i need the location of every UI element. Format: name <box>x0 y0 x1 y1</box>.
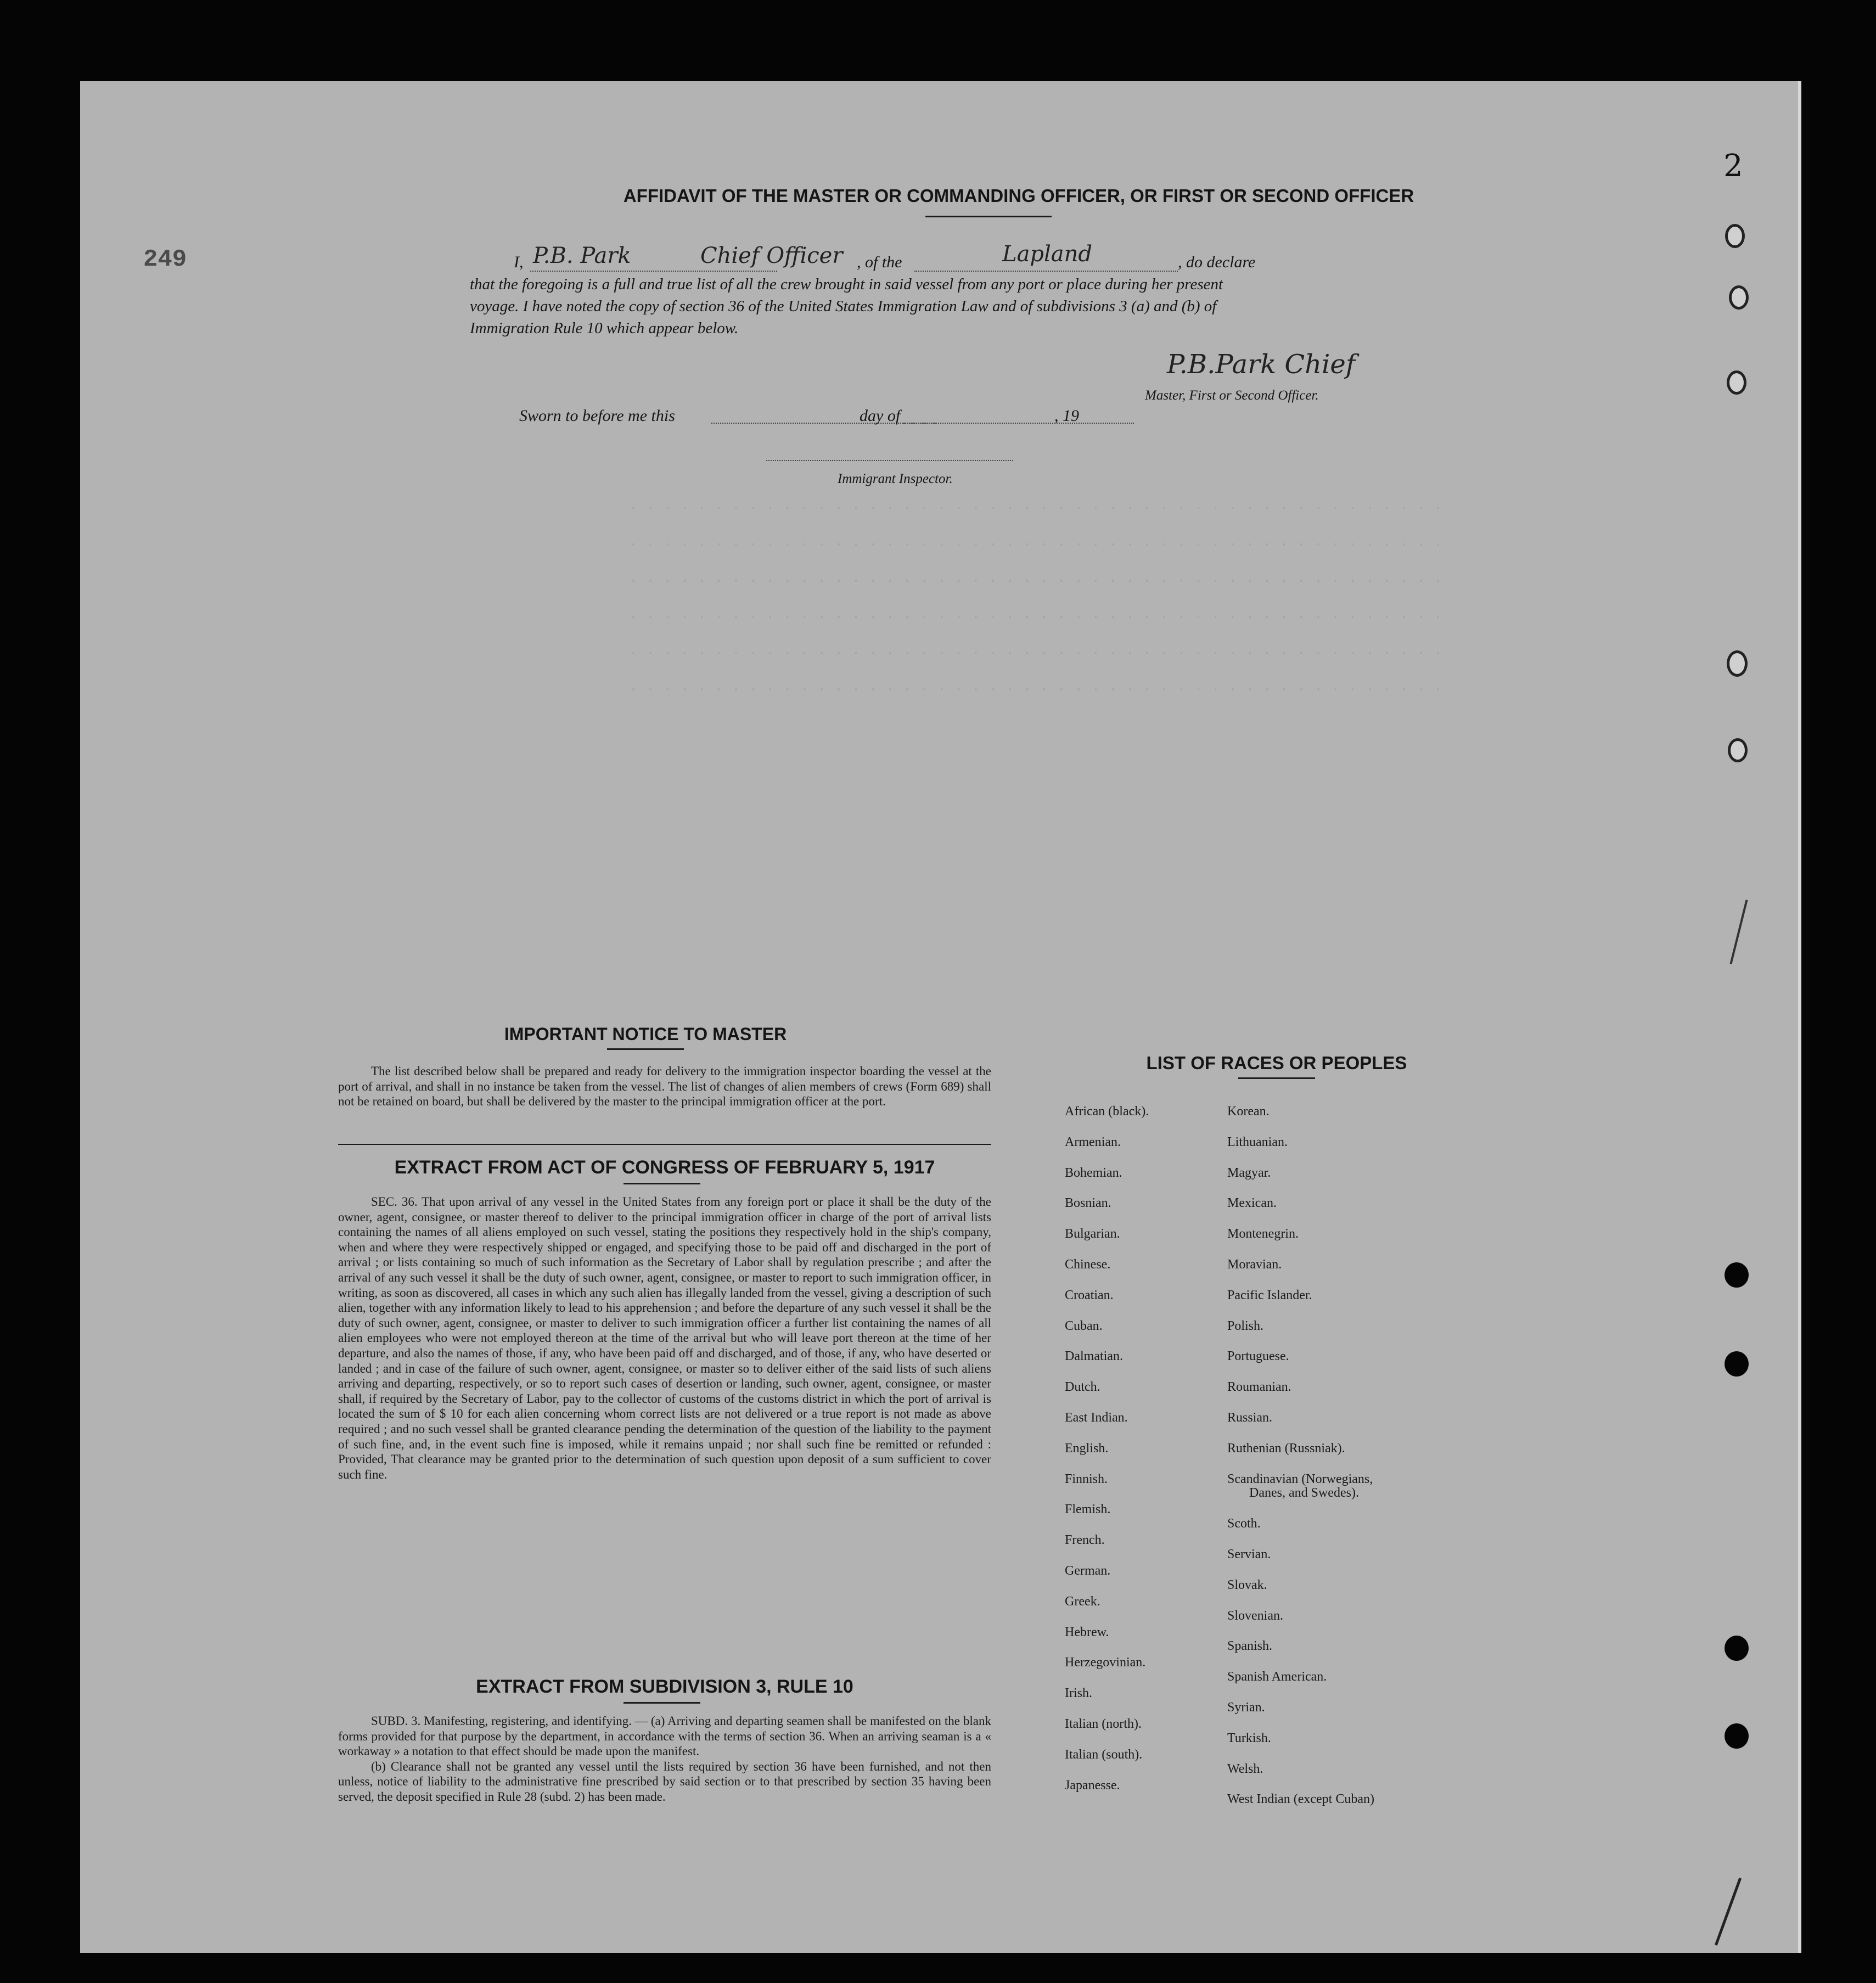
race-item: West Indian (except Cuban) <box>1227 1792 1374 1807</box>
race-item: Spanish American. <box>1227 1670 1327 1684</box>
signature-handwritten: P.B.Park Chief <box>1167 349 1356 380</box>
race-item: Pacific Islander. <box>1227 1288 1312 1302</box>
rule-paragraph-a: SUBD. 3. Manifesting, registering, and identifying. — (a) Arriving and departing seamen shall be manifested on the blank forms provided for that purpose by the department, in accordance with the terms of section 36. When an arriving seaman is a « workaway » a notation to that effect should be made upon the manifest. <box>338 1714 991 1759</box>
race-item: Moravian. <box>1227 1257 1282 1272</box>
bleed-through-table: . . . . . . . . . . . . . . . . . . . . . . . . . . . . . . . . . . . . . . . . . . . . . . . . . . . . . . . . . . . . . . . . . . . . . . . . . . . . . . . . . . . . . . . . . . . . . . . . . . . . . . . . . . . . . . . . . . . . . . . . . . . . . . . . . . . . . . . . . . . . . . . . . . . . . . . . . . . . . . . . . . . . . . . . . . . . . . . . . . . . . . . . . . . . . . . . . . . . . . . . . . . . . . . . . . . . . . . . . . . . . . . . . . . . . . . . . . . . . . . . . . . . . . . . . . . . . . . . . . . . . . . . . . . . . . . . . . . . . . . . . . . . . . . . <box>629 497 1443 695</box>
binder-hole-icon <box>1725 1723 1749 1749</box>
act-title-rule <box>624 1183 700 1184</box>
race-item: Italian (south). <box>1065 1747 1143 1762</box>
vessel-name-handwritten: Lapland <box>1002 241 1093 267</box>
race-item: Montenegrin. <box>1227 1227 1299 1242</box>
race-item: Slovak. <box>1227 1577 1267 1592</box>
race-item: Herzegovinian. <box>1065 1655 1146 1670</box>
affidavit-of-the: , of the <box>857 253 902 271</box>
binder-hole-icon <box>1727 650 1748 677</box>
race-item: Syrian. <box>1227 1700 1265 1715</box>
signature-caption: Master, First or Second Officer. <box>1145 388 1319 403</box>
race-item: Spanish. <box>1227 1639 1273 1654</box>
race-item: Chinese. <box>1065 1257 1111 1272</box>
binder-hole-icon <box>1725 1351 1749 1377</box>
race-item: Scoth. <box>1227 1516 1261 1531</box>
affidavit-line-4: Immigration Rule 10 which appear below. <box>470 319 739 337</box>
pencil-mark <box>1715 1878 1742 1946</box>
race-item: Danes, and Swedes). <box>1249 1486 1359 1501</box>
race-item: Magyar. <box>1227 1165 1271 1180</box>
race-item: Greek. <box>1065 1594 1100 1609</box>
affidavit-title-rule <box>925 216 1052 217</box>
binder-hole-icon <box>1725 1636 1749 1661</box>
race-item: Bosnian. <box>1065 1196 1111 1211</box>
officer-position-handwritten: Chief Officer <box>700 243 843 268</box>
notice-title: IMPORTANT NOTICE TO MASTER <box>504 1024 787 1044</box>
corner-handwritten-mark: 2 <box>1723 148 1743 184</box>
stamp-number: 249 <box>143 246 187 273</box>
rule-text <box>338 1714 991 1805</box>
notice-text <box>338 1064 991 1109</box>
race-item: East Indian. <box>1065 1410 1128 1425</box>
race-item: Turkish. <box>1227 1731 1271 1745</box>
race-item: Irish. <box>1065 1686 1092 1701</box>
inspector-caption: Immigrant Inspector. <box>838 471 953 486</box>
race-item: German. <box>1065 1563 1111 1578</box>
race-item: Dutch. <box>1065 1380 1100 1395</box>
race-item: Polish. <box>1227 1318 1264 1333</box>
race-item: Flemish. <box>1065 1502 1111 1517</box>
race-item: Japanesse. <box>1065 1778 1120 1793</box>
race-item: Slovenian. <box>1227 1608 1283 1623</box>
races-right-column <box>1227 1097 1374 1815</box>
race-item: Ruthenian (Russniak). <box>1227 1441 1345 1456</box>
race-item: Dalmatian. <box>1065 1349 1123 1364</box>
officer-name-handwritten: P.B. Park <box>533 243 631 268</box>
race-item: English. <box>1065 1441 1109 1456</box>
act-text <box>338 1194 991 1482</box>
race-item: Servian. <box>1227 1547 1271 1561</box>
race-item: Portuguese. <box>1227 1349 1289 1364</box>
binder-hole-icon <box>1727 370 1746 395</box>
affidavit-intro-i: I, <box>514 253 524 271</box>
inspector-signature-line <box>766 460 1013 461</box>
sworn-day-of: day of <box>860 407 901 425</box>
sworn-year: , 19 <box>1054 407 1079 425</box>
affidavit-do-declare: , do declare <box>1178 253 1256 271</box>
race-item: Cuban. <box>1065 1318 1103 1333</box>
act-title: EXTRACT FROM ACT OF CONGRESS OF FEBRUARY 5, 1917 <box>394 1157 935 1178</box>
race-item: Scandinavian (Norwegians, <box>1227 1471 1373 1486</box>
race-item: Russian. <box>1227 1410 1273 1425</box>
rule-title: EXTRACT FROM SUBDIVISION 3, RULE 10 <box>476 1676 853 1697</box>
affidavit-title: AFFIDAVIT OF THE MASTER OR COMMANDING OFFICER, OR FIRST OR SECOND OFFICER <box>623 186 1414 206</box>
document-page <box>80 81 1801 1953</box>
act-top-rule <box>338 1144 991 1145</box>
notice-title-rule <box>607 1048 684 1050</box>
rule-title-rule <box>624 1702 700 1704</box>
race-item: Armenian. <box>1065 1134 1121 1149</box>
race-item: African (black). <box>1065 1104 1149 1119</box>
race-item: Mexican. <box>1227 1196 1277 1211</box>
race-item: Croatian. <box>1065 1288 1114 1302</box>
race-item: Finnish. <box>1065 1471 1108 1486</box>
race-item: Italian (north). <box>1065 1716 1142 1731</box>
affidavit-line-3: voyage. I have noted the copy of section 36 of the United States Immigration Law and of subdivisions 3 (a) and (b) of <box>470 297 1217 315</box>
act-paragraph: SEC. 36. That upon arrival of any vessel in the United States from any foreign port or place it shall be the duty of the owner, agent, consignee, or master thereof to deliver to the principal immigration officer in charge of the port of arrival lists containing the names of all aliens employed on such vessel, stating the positions they respectively hold in the ship's company, when and where they were respectively shipped or engaged, and specifying those to be paid off and discharged in the port of arrival ; or lists containing so much of such information as the Secretary of Labor shall by regulation prescribe ; and after the arrival of any such vessel it shall be the duty of such owner, agent, consignee, or master to report to such immigration officer, in writing, as soon as discovered, all cases in which any such alien has illegally landed from the vessel, giving a description of such alien, together with any information likely to lead to his apprehension ; and before the departure of any such vessel it shall be the duty of such owner, agent, consignee, or master to deliver to such immigration officer a further list containing the names of all alien employees who were not employed thereon at the time of the arrival but who will leave port thereon at the time of her departure, and also the names of those, if any, who have been paid off and discharged, and of those, if any, who have deserted or landed ; and in case of the failure of such owner, agent, consignee, or master so to deliver either of the said lists of such aliens arriving and departing, respectively, or so to report such cases of desertion or landing, such owner, agent, consignee, or master shall, if required by the Secretary of Labor, pay to the collector of customs of the customs district in which the port of arrival is located the sum of $ 10 for each alien concerning whom correct lists are not delivered or a true report is not made as above required ; and no such vessel shall be granted clearance pending the determination of the question of the liability to the payment of such fine, and, in the event such fine is imposed, while it remains unpaid ; nor shall such fine be remitted or refunded : Provided, That clearance may be granted prior to the determination of such question upon deposit of a sum sufficient to cover such fine. <box>338 1195 991 1481</box>
sworn-label: Sworn to before me this <box>519 407 675 425</box>
race-item: French. <box>1065 1533 1105 1548</box>
binder-hole-icon <box>1725 1262 1749 1288</box>
sworn-date-line <box>711 423 936 424</box>
race-item: Bulgarian. <box>1065 1227 1120 1242</box>
race-item: Welsh. <box>1227 1761 1263 1776</box>
binder-hole-icon <box>1729 285 1749 310</box>
binder-hole-icon <box>1728 738 1748 762</box>
vessel-line <box>914 271 1178 272</box>
rule-paragraph-b: (b) Clearance shall not be granted any vessel until the lists required by section 36 have been furnished, and not then unless, notice of liability to the administrative fine prescribed by said section or to that prescribed by section 35 having been served, the deposit specified in Rule 28 (subd. 2) has been made. <box>338 1759 991 1804</box>
name-line <box>530 271 777 272</box>
race-item: Lithuanian. <box>1227 1134 1288 1149</box>
sworn-month-line <box>903 423 1134 424</box>
affidavit-line-2: that the foregoing is a full and true list of all the crew brought in said vessel from any port or place during her present <box>470 276 1223 293</box>
race-item: Hebrew. <box>1065 1625 1109 1639</box>
races-left-column <box>1065 1097 1149 1801</box>
binder-hole-icon <box>1725 224 1745 248</box>
races-title-rule <box>1238 1077 1315 1079</box>
pencil-mark <box>1730 900 1748 964</box>
race-item: Bohemian. <box>1065 1165 1122 1180</box>
races-title: LIST OF RACES OR PEOPLES <box>1146 1053 1407 1073</box>
race-item: Roumanian. <box>1227 1380 1291 1395</box>
notice-paragraph: The list described below shall be prepared and ready for delivery to the immigration inspector boarding the vessel at the port of arrival, and shall in no instance be taken from the vessel. The list of changes of alien members of crews (Form 689) shall not be retained on board, but shall be delivered by the master to the principal immigration officer at the port. <box>338 1064 991 1109</box>
race-item: Korean. <box>1227 1104 1270 1119</box>
